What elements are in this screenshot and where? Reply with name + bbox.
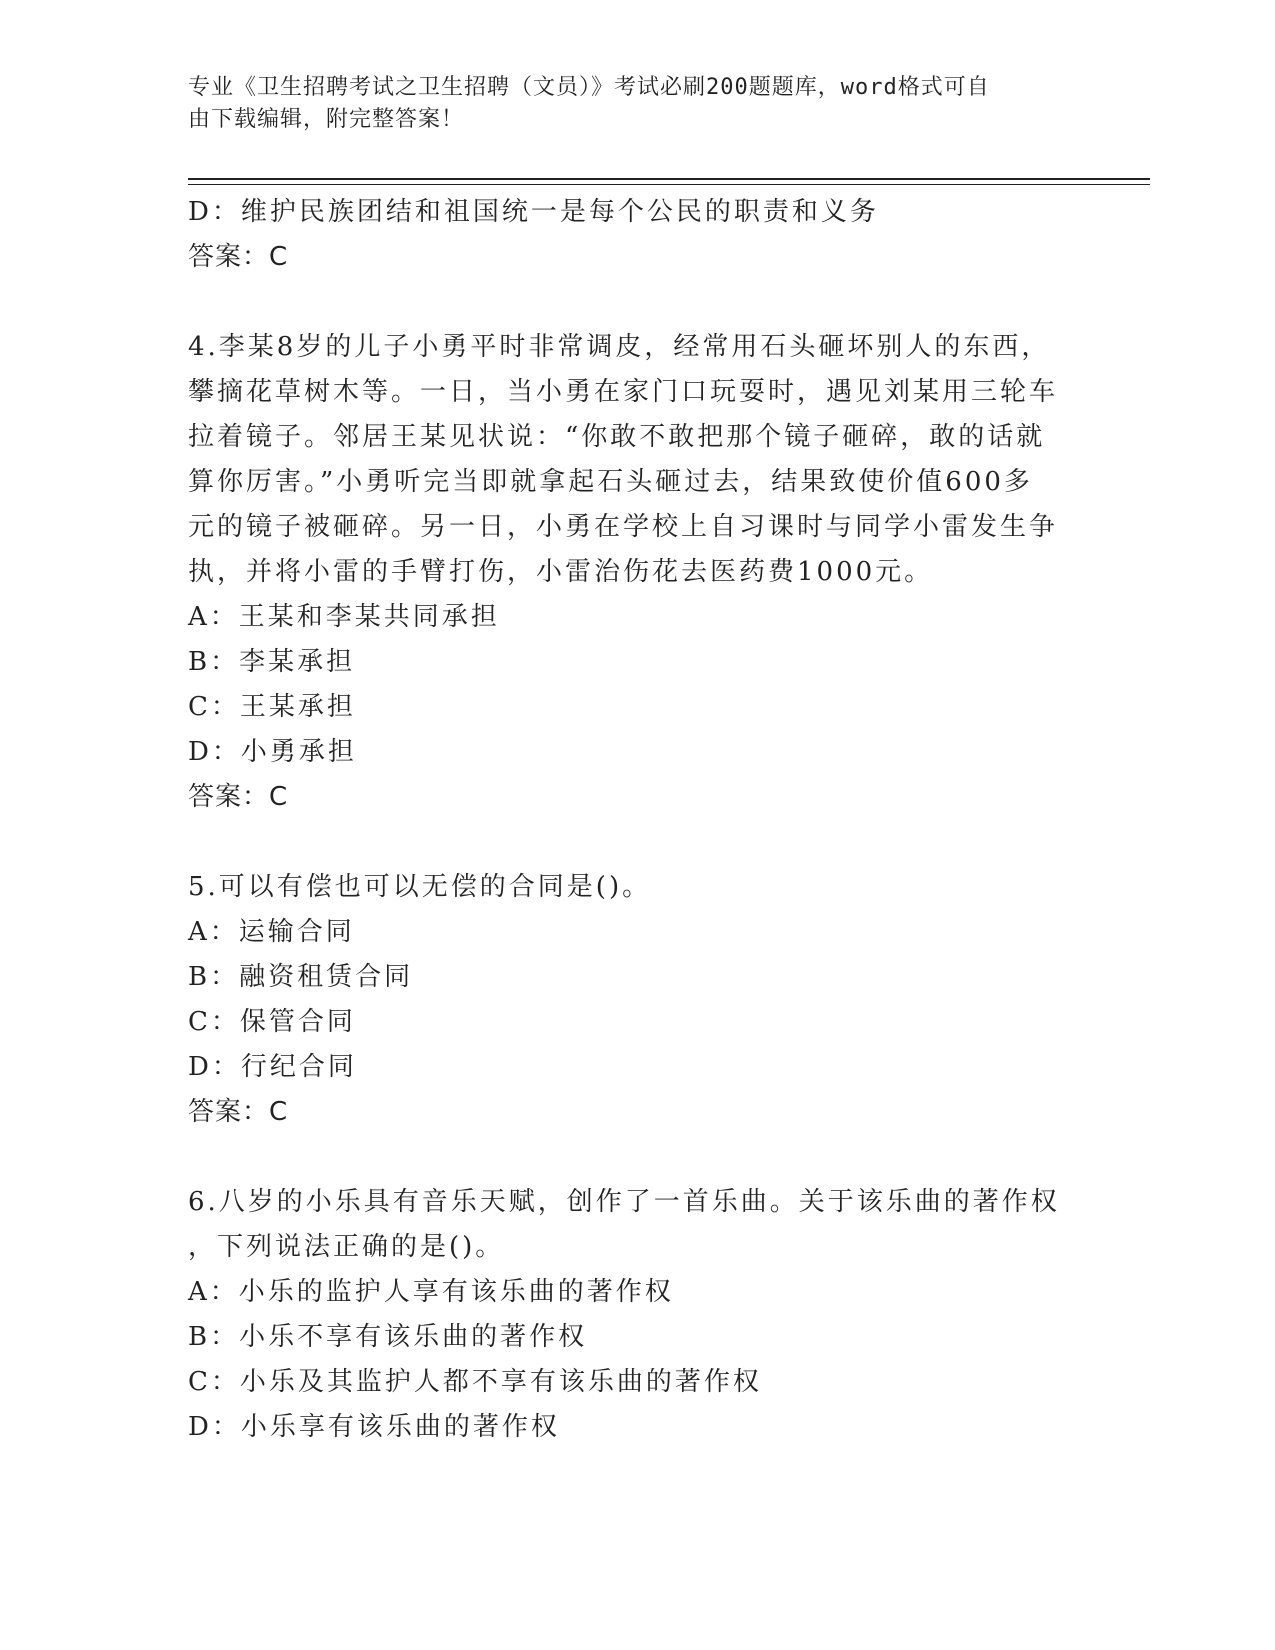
header-line-2: 由下载编辑，附完整答案！ <box>188 107 465 132</box>
option-c: C：王某承担 <box>188 692 356 722</box>
option-d: D：行纪合同 <box>188 1052 357 1082</box>
question-6 <box>188 1180 1068 1450</box>
question-text-line: 拉着镜子。邻居王某见状说：“你敢不敢把那个镜子砸碎，敢的话就 <box>188 422 1046 452</box>
spacer <box>188 280 1068 325</box>
option-d: D：小乐享有该乐曲的著作权 <box>188 1412 560 1442</box>
question-5 <box>188 865 1068 1135</box>
spacer <box>188 1135 1068 1180</box>
spacer <box>188 820 1068 865</box>
option-b: B：李某承担 <box>188 647 356 677</box>
question-text-line: 执，并将小雷的手臂打伤，小雷治伤花去医药费1000元。 <box>188 557 934 587</box>
option-b: B：小乐不享有该乐曲的著作权 <box>188 1322 588 1352</box>
question-4 <box>188 325 1068 820</box>
answer-line: 答案：C <box>188 1097 289 1127</box>
question-text-line: 6.八岁的小乐具有音乐天赋，创作了一首乐曲。关于该乐曲的著作权 <box>188 1187 1060 1217</box>
document-header <box>188 72 1068 136</box>
header-divider-thick <box>188 178 1150 180</box>
option-b: B：融资租赁合同 <box>188 962 414 992</box>
question-text-line: ，下列说法正确的是()。 <box>188 1232 505 1262</box>
answer-line: 答案：C <box>188 782 289 812</box>
option-a: A：王某和李某共同承担 <box>188 602 500 632</box>
header-divider-thin <box>188 184 1150 185</box>
option-a: A：运输合同 <box>188 917 355 947</box>
option-d: D：维护民族团结和祖国统一是每个公民的职责和义务 <box>188 197 879 227</box>
option-a: A：小乐的监护人享有该乐曲的著作权 <box>188 1277 674 1307</box>
option-c: C：保管合同 <box>188 1007 356 1037</box>
previous-question-tail <box>188 190 1068 280</box>
question-text-line: 元的镜子被砸碎。另一日，小勇在学校上自习课时与同学小雷发生争 <box>188 512 1059 542</box>
document-body <box>188 190 1068 1450</box>
option-d: D：小勇承担 <box>188 737 357 767</box>
question-text-line: 算你厉害。”小勇听完当即就拿起石头砸过去，结果致使价值600多 <box>188 467 1033 497</box>
question-text-line: 4.李某8岁的儿子小勇平时非常调皮，经常用石头砸坏别人的东西， <box>188 332 1051 362</box>
answer-line: 答案：C <box>188 242 289 272</box>
question-text-line: 攀摘花草树木等。一日，当小勇在家门口玩耍时，遇见刘某用三轮车 <box>188 377 1059 407</box>
question-text-line: 5.可以有偿也可以无偿的合同是()。 <box>188 872 652 902</box>
header-line-1: 专业《卫生招聘考试之卫生招聘（文员）》考试必刷200题题库，word格式可自 <box>188 75 990 100</box>
option-c: C：小乐及其监护人都不享有该乐曲的著作权 <box>188 1367 762 1397</box>
